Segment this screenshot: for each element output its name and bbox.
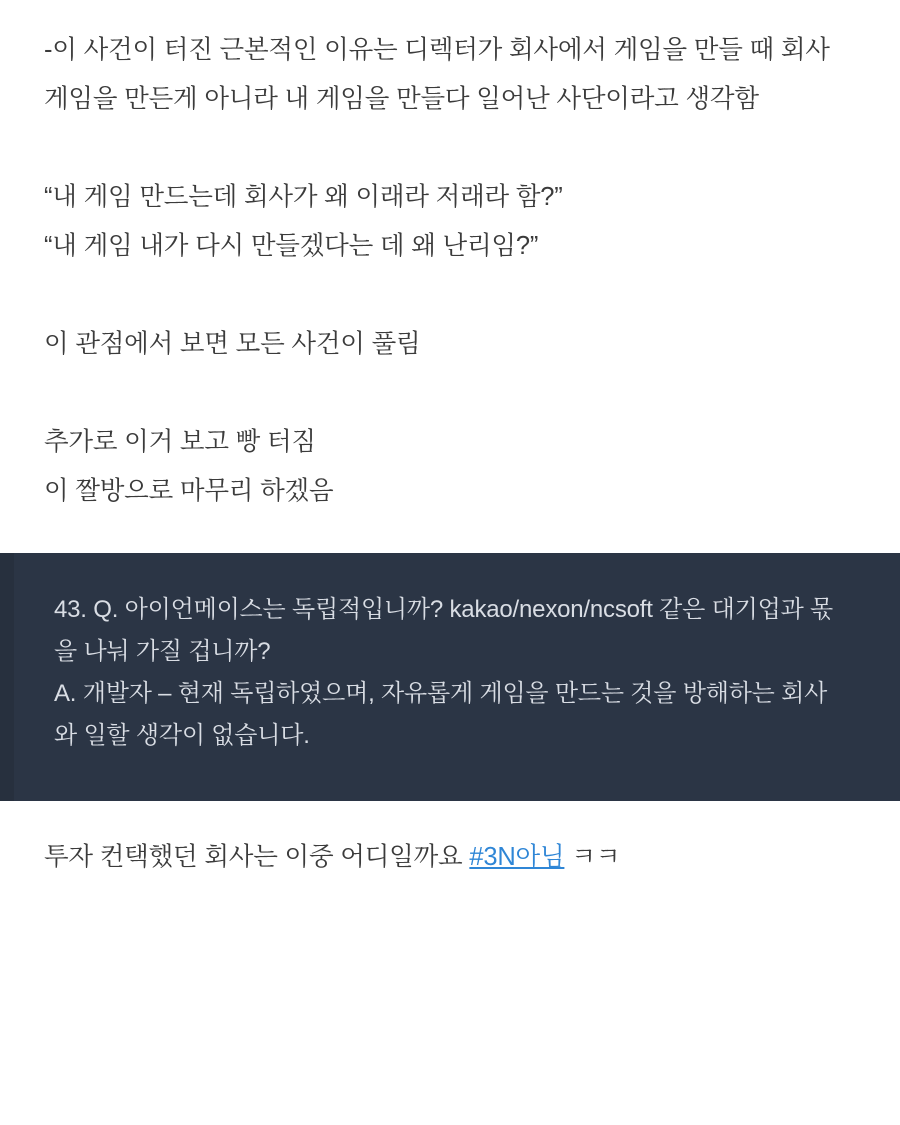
post-paragraph-6: 이 짤방으로 마무리 하겠음: [44, 477, 334, 505]
quote-block: [44, 173, 856, 271]
paragraph-spacer: [44, 369, 856, 418]
paragraph-spacer: [44, 271, 856, 320]
screenshot-question-line: 43. Q. 아이언메이스는 독립적입니까? kakao/nexon/ncsoft 같은 대기업과 몫을 나눠 가질 겁니까?: [54, 596, 834, 665]
footer-lead-text: 투자 컨택했던 회사는 이중 어디일까요: [44, 843, 470, 871]
post-paragraph-2: “내 게임 만드는데 회사가 왜 이래라 저래라 함?”: [44, 183, 563, 211]
post-paragraph-3: “내 게임 내가 다시 만들겠다는 데 왜 난리임?”: [44, 232, 539, 260]
embedded-screenshot-image: [0, 553, 900, 801]
post-paragraph-4: 이 관점에서 보면 모든 사건이 풀림: [44, 330, 421, 358]
post-body: [0, 0, 900, 516]
screenshot-qa-text: [0, 589, 900, 757]
post-footer: [0, 801, 900, 879]
footer-trail-text: ㅋㅋ: [564, 843, 621, 871]
post-paragraph-1: -이 사건이 터진 근본적인 이유는 디렉터가 회사에서 게임을 만들 때 회사 게임을 만든게 아니라 내 게임을 만들다 일어난 사단이라고 생각함: [44, 36, 837, 113]
hashtag-link[interactable]: #3N아님: [469, 843, 565, 871]
screenshot-left-edge: [0, 553, 14, 801]
screenshot-answer-line: A. 개발자 – 현재 독립하였으며, 자유롭게 게임을 만드는 것을 방해하는 회사와 일할 생각이 없습니다.: [54, 680, 828, 749]
post-paragraph-5: 추가로 이거 보고 빵 터짐: [44, 428, 316, 456]
paragraph-spacer: [44, 124, 856, 173]
